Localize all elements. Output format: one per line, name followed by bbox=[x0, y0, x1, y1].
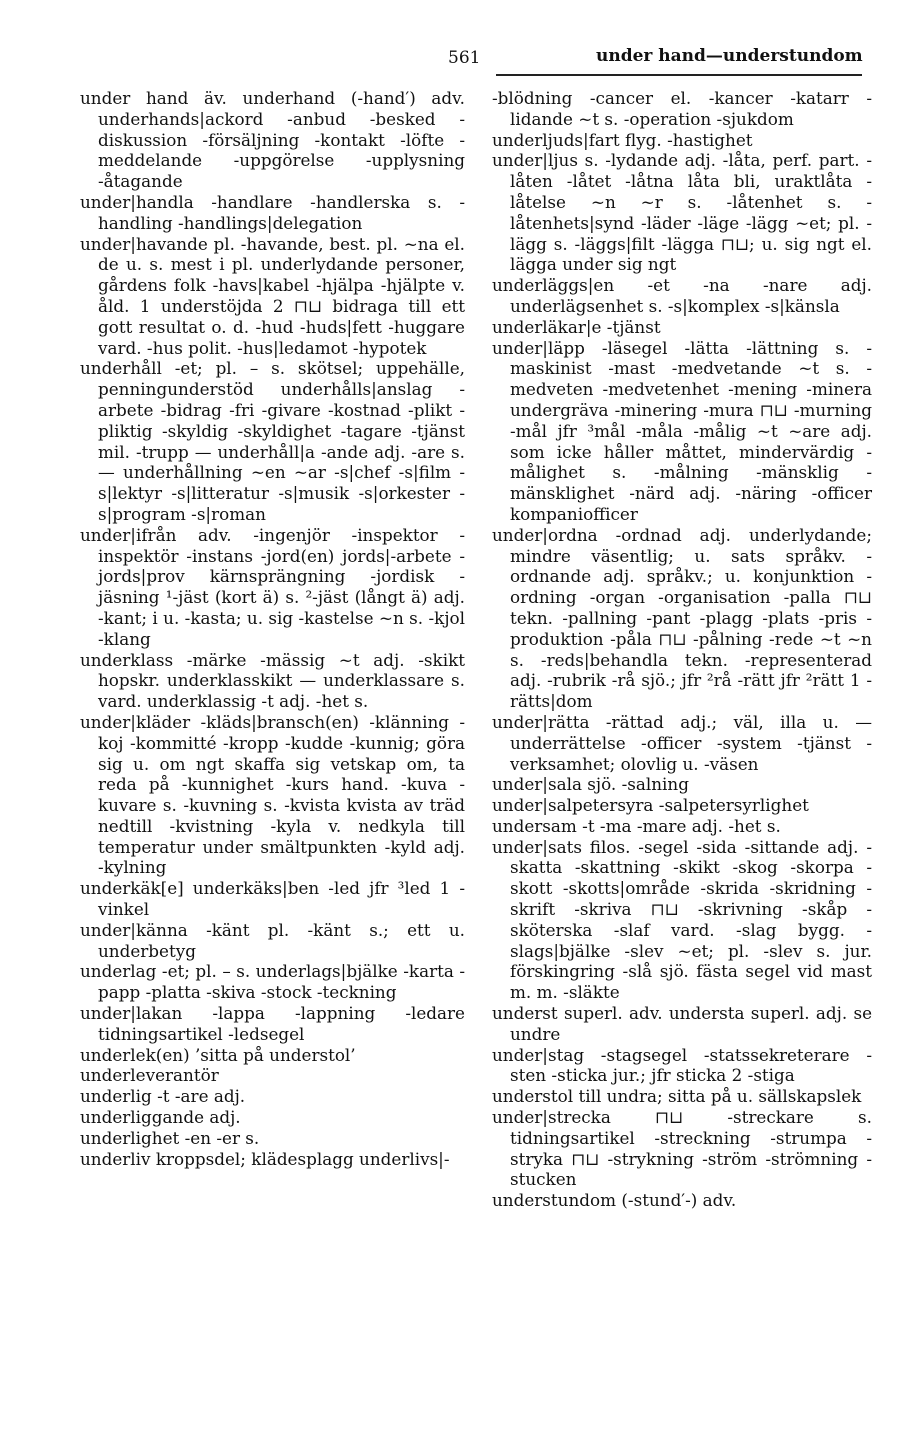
header-rule bbox=[496, 74, 862, 76]
entry: underleverantör bbox=[80, 1065, 219, 1086]
entry: under|ljus s. -lydande adj. -låta, perf. part. -låten -låtet -låtna låta bli, uraktlåta -låtelse ~n ~r s. -låtenhet s. -låtenhets|synd -läder -läge -lägg ~et; pl. -lägg s. -läggs|filt -lägga ⊓⊔; u. sig ngt el. lägga under sig ngt bbox=[492, 150, 872, 275]
entry: under|havande pl. -havande, best. pl. ~na el. de u. s. mest i pl. underlydande personer, gårdens folk -havs|kabel -hjälpa -hjälpte v. åld. 1 understöjda 2 ⊓⊔ bidraga till ett gott resultat o. d. -hud -huds|fett -huggare vard. -hus polit. -hus|ledamot -hypotek bbox=[80, 233, 465, 358]
entry: under hand äv. underhand (-hand′) adv. underhands|ackord -anbud -besked -diskussion -försäljning -kontakt -löfte -meddelande -uppgörelse -upplysning -åtagande bbox=[80, 88, 465, 192]
entry: underlighet -en -er s. bbox=[80, 1127, 260, 1148]
entry: underst superl. adv. understa superl. adj. se undre bbox=[492, 1003, 872, 1044]
entry: under|ifrån adv. -ingenjör -inspektor -inspektör -instans -jord(en) jords|-arbete -jords|prov kärnsprängning -jordisk -jäsning ¹-jäst (kort ä) s. ²-jäst (långt ä) adj. -kant; i u. -kasta; u. sig -kastelse ~n s. -kjol -klang bbox=[80, 524, 465, 649]
left-column bbox=[80, 88, 465, 1169]
page-number: 561 bbox=[448, 48, 481, 68]
entry: underhåll -et; pl. – s. skötsel; uppehälle, penningunderstöd underhålls|anslag -arbete -bidrag -fri -givare -kostnad -plikt -pliktig -skyldig -skyldighet -tagare -tjänst mil. -trupp — underhåll|a -ande adj. -are s. — underhållning ~en ~ar -s|chef -s|film -s|lektyr -s|litteratur -s|musik -s|orkester -s|program -s|roman bbox=[80, 358, 465, 524]
entry: under|salpetersyra -salpetersyrlighet bbox=[492, 795, 809, 816]
entry: underklass -märke -mässig ~t adj. -skikt hopskr. underklasskikt — underklassare s. vard. underklassig -t adj. -het s. bbox=[80, 649, 465, 712]
entry: underliggande adj. bbox=[80, 1107, 241, 1128]
entry: under|kläder -kläds|bransch(en) -klänning -koj -kommitté -kropp -kudde -kunnig; göra sig u. om ngt skaffa sig vetskap om, ta reda på -kunnighet -kurs hand. -kuva -kuvare s. -kuvning s. -kvista kvista av träd nedtill -kvistning -kyla v. nedkyla till temperatur under smältpunkten -kyld adj. -kylning bbox=[80, 711, 465, 878]
entry: under|ordna -ordnad adj. underlydande; mindre väsentlig; u. sats språkv. -ordnande adj. språkv.; u. konjunktion -ordning -organ -organisation -palla ⊓⊔ tekn. -pallning -pant -plagg -plats -pris -produktion -påla ⊓⊔ -pålning -rede ~t ~n s. -reds|behandla tekn. -representerad adj. -rubrik -rå sjö.; jfr ²rå -rätt jfr ²rätt 1 -rätts|dom bbox=[492, 524, 872, 712]
entry: under|rätta -rättad adj.; väl, illa u. — underrättelse -officer -system -tjänst -verksamhet; olovlig u. -väsen bbox=[492, 711, 872, 774]
entry: underläkar|e -tjänst bbox=[492, 316, 661, 337]
entry: undersam -t -ma -mare adj. -het s. bbox=[492, 815, 781, 836]
entry: underkäk[e] underkäks|ben -led jfr ³led 1 -vinkel bbox=[80, 878, 465, 920]
entry: under|sala sjö. -salning bbox=[492, 774, 689, 795]
entry: under|stag -stagsegel -statssekreterare -sten -sticka jur.; jfr sticka 2 -stiga bbox=[492, 1044, 872, 1086]
right-column bbox=[492, 88, 872, 1211]
entry: underlek(en) ’sitta på understol’ bbox=[80, 1044, 356, 1065]
entry: understol till undra; sitta på u. sällskapslek bbox=[492, 1086, 862, 1107]
entry: under|känna -känt pl. -känt s.; ett u. underbetyg bbox=[80, 919, 465, 961]
entry: -blödning -cancer el. -kancer -katarr -lidande ~t s. -operation -sjukdom bbox=[492, 88, 872, 129]
page-header bbox=[0, 44, 912, 74]
entry: understundom (-stund′-) adv. bbox=[492, 1190, 737, 1211]
entry: underlag -et; pl. – s. underlags|bjälke -karta -papp -platta -skiva -stock -teckning bbox=[80, 961, 465, 1003]
running-head: under hand—understundom bbox=[596, 46, 863, 66]
entry: underläggs|en -et -na -nare adj. underlägsenhet s. -s|komplex -s|känsla bbox=[492, 275, 872, 316]
entry: under|lakan -lappa -lappning -ledare tidningsartikel -ledsegel bbox=[80, 1003, 465, 1044]
entry: under|handla -handlare -handlerska s. -handling -handlings|delegation bbox=[80, 191, 465, 233]
entry: under|läpp -läsegel -lätta -lättning s. -maskinist -mast -medvetande ~t s. -medveten -medvetenhet -mening -minera undergräva -minering -mura ⊓⊔ -murning -mål jfr ³mål -måla -målig ~t ~are adj. som icke håller måttet, mindervärdig -målighet s. -målning -mänsklig -mänsklighet -närd adj. -näring -officer kompaniofficer bbox=[492, 337, 872, 524]
entry: under|sats filos. -segel -sida -sittande adj. -skatta -skattning -skikt -skog -skorpa -skott -skotts|område -skrida -skridning -skrift -skriva ⊓⊔ -skrivning -skåp -sköterska -slaf vard. -slag bygg. -slags|bjälke -slev ~et; pl. -slev s. jur. förskingring -slå sjö. fästa segel vid mast m. m. -släkte bbox=[492, 836, 872, 1003]
entry: under|strecka ⊓⊔ -streckare s. tidningsartikel -streckning -strumpa -stryka ⊓⊔ -strykning -ström -strömning -stucken bbox=[492, 1107, 872, 1190]
entry: underliv kroppsdel; klädesplagg underlivs|- bbox=[80, 1148, 450, 1169]
entry: underlig -t -are adj. bbox=[80, 1086, 246, 1107]
entry: underljuds|fart flyg. -hastighet bbox=[492, 129, 753, 150]
